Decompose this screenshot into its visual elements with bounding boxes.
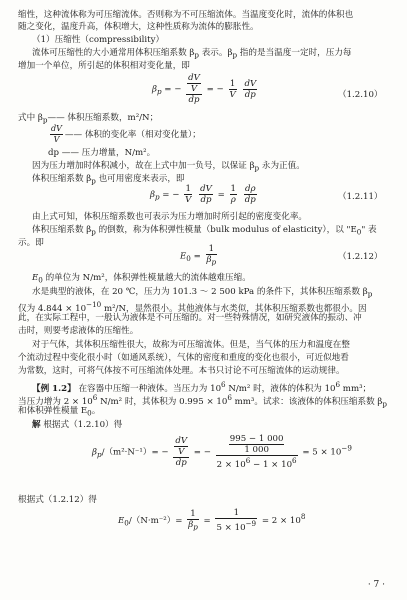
text-line: 流体可压缩性的大小通常用体积压缩系数 $\beta_p$ 表示。$\beta_p$ 指的是当温度一定时，压力每 <box>32 48 352 60</box>
text-line: 体积压缩系数 $\beta_p$ 的倒数，称为体积弹性模量（bulk modulus of elasticity），以 "$E_0$" 表 <box>32 225 377 237</box>
text-line: 示。即 <box>18 238 44 248</box>
text-line: 仅为 $4.844 \times 10^{-10}$ m²/N，显然很小。其他液体与水类似，其体积压缩系数也都很小。因 <box>18 300 367 314</box>
text-line: 因为压力增加时体积减小，故在上式中加一负号，以保证 $\beta_p$ 永为正值。 <box>32 161 305 173</box>
text-line: 解 根据式（1.2.10）得 <box>32 420 123 430</box>
text-line: 和体积弹性模量 $E_0$。 <box>18 406 101 418</box>
equation-number: （1.2.11） <box>338 192 383 202</box>
equation-number: （1.2.12） <box>338 252 383 262</box>
text-line: 个流动过程中变化很小时（如通风系统），气体的密度和重度的变化也很小，可近似地看 <box>18 353 349 363</box>
text-line: 随之变化，温度升高，体积增大，这种性质称为流体的膨胀性。 <box>18 22 259 32</box>
text-line: 根据式（1.2.12）得 <box>18 495 97 505</box>
text-line: 由上式可知，体积压缩系数也可表示为压力增加时所引起的密度变化率。 <box>32 212 308 222</box>
text-line: 增加一个单位，所引起的体积相对变化量，即 <box>18 61 190 71</box>
example-label: 【例 1.2】 <box>32 383 76 394</box>
text-line: 此，在实际工程中，一般认为液体是不可压缩的。对一些特殊情况，如研究液体的振动、冲 <box>18 313 362 323</box>
text-line: $E_0$ 的单位为 N/m²，体积弹性模量越大的流体越难压缩。 <box>32 273 251 285</box>
solution-equation-modulus: $E_0/(N\cdot m^{-2})=$ $\frac{1}{\beta_p}$ = $\frac{1}{5 \times 10^{-9}}$ = $2 \times 10^8$ <box>118 508 306 533</box>
solution-equation-beta: $\beta_p/(m^2\cdot N^{-1})=$ − $\frac{\frac{dV}{V}}{dp}$ = − $\frac{\frac{995 - 1 000}{1 000}}{2 \times 10^6 - 1 \times 10^6}$ = $5 \times 10^{-9}$ <box>92 434 352 470</box>
text-line: 缩性，这种流体称为可压缩流体。否则称为不可压缩流体。当温度变化时，流体的体积也 <box>18 10 354 20</box>
text-line: 为常数，这时，可将气体按不可压缩流体处理。本书只讨论不可压缩流体的运动规律。 <box>18 366 345 376</box>
text-line: 当压力增为 $2 \times 10^6$ N/m² 时，其体积为 $0.995 \times 10^6$ mm³。试求：该液体的体积压缩系数 $\beta_p$ <box>18 393 387 409</box>
solution-label: 解 <box>32 420 41 430</box>
equation-density-form: $\beta_p$ = − $\frac{1}{V}$ $\frac{dV}{dp}$ = $\frac{1}{\rho}$ $\frac{d\rho}{dp}$ <box>150 184 256 205</box>
example-line: 【例 1.2】 在容器中压缩一种液体。当压力为 $10^6$ N/m² 时，液体的体积为 $10^6$ mm³； <box>32 380 372 394</box>
text-line: $\frac{dV}{V}$ —— 体积的变化率（相对变化量）； <box>51 124 201 144</box>
equation-bulk-modulus: $E_0$ = $\frac{1}{\beta_p}$ <box>180 244 217 267</box>
section-heading: （1）压缩性（compressibility） <box>32 35 165 45</box>
text-line: 水是典型的液体，在 20 ℃，压力为 101.3 ～ 2 500 kPa 的条件下，其体积压缩系数 $\beta_p$ <box>32 287 373 299</box>
equation-compressibility: $\beta_p$ = − $\frac{\frac{dV}{V}}{dp}$ = − $\frac{1}{V}$ $\frac{dV}{dp}$ <box>152 73 257 105</box>
page-number: · 7 · <box>367 580 385 590</box>
text-line: 击时，则要考虑液体的压缩性。 <box>18 326 139 336</box>
text-line: 对于气体，其体积压缩性很大，故称为可压缩流体。但是，当气体的压力和温度在整 <box>32 340 350 350</box>
text-line: 式中 $\beta_p——$ 体积压缩系数，m²/N； <box>18 113 159 125</box>
equation-number: （1.2.10） <box>338 90 383 100</box>
text-line: 体积压缩系数 $\beta_p$ 也可用密度来表示，即 <box>32 174 185 186</box>
text-line: dp —— 压力增量，N/m²。 <box>48 148 156 158</box>
